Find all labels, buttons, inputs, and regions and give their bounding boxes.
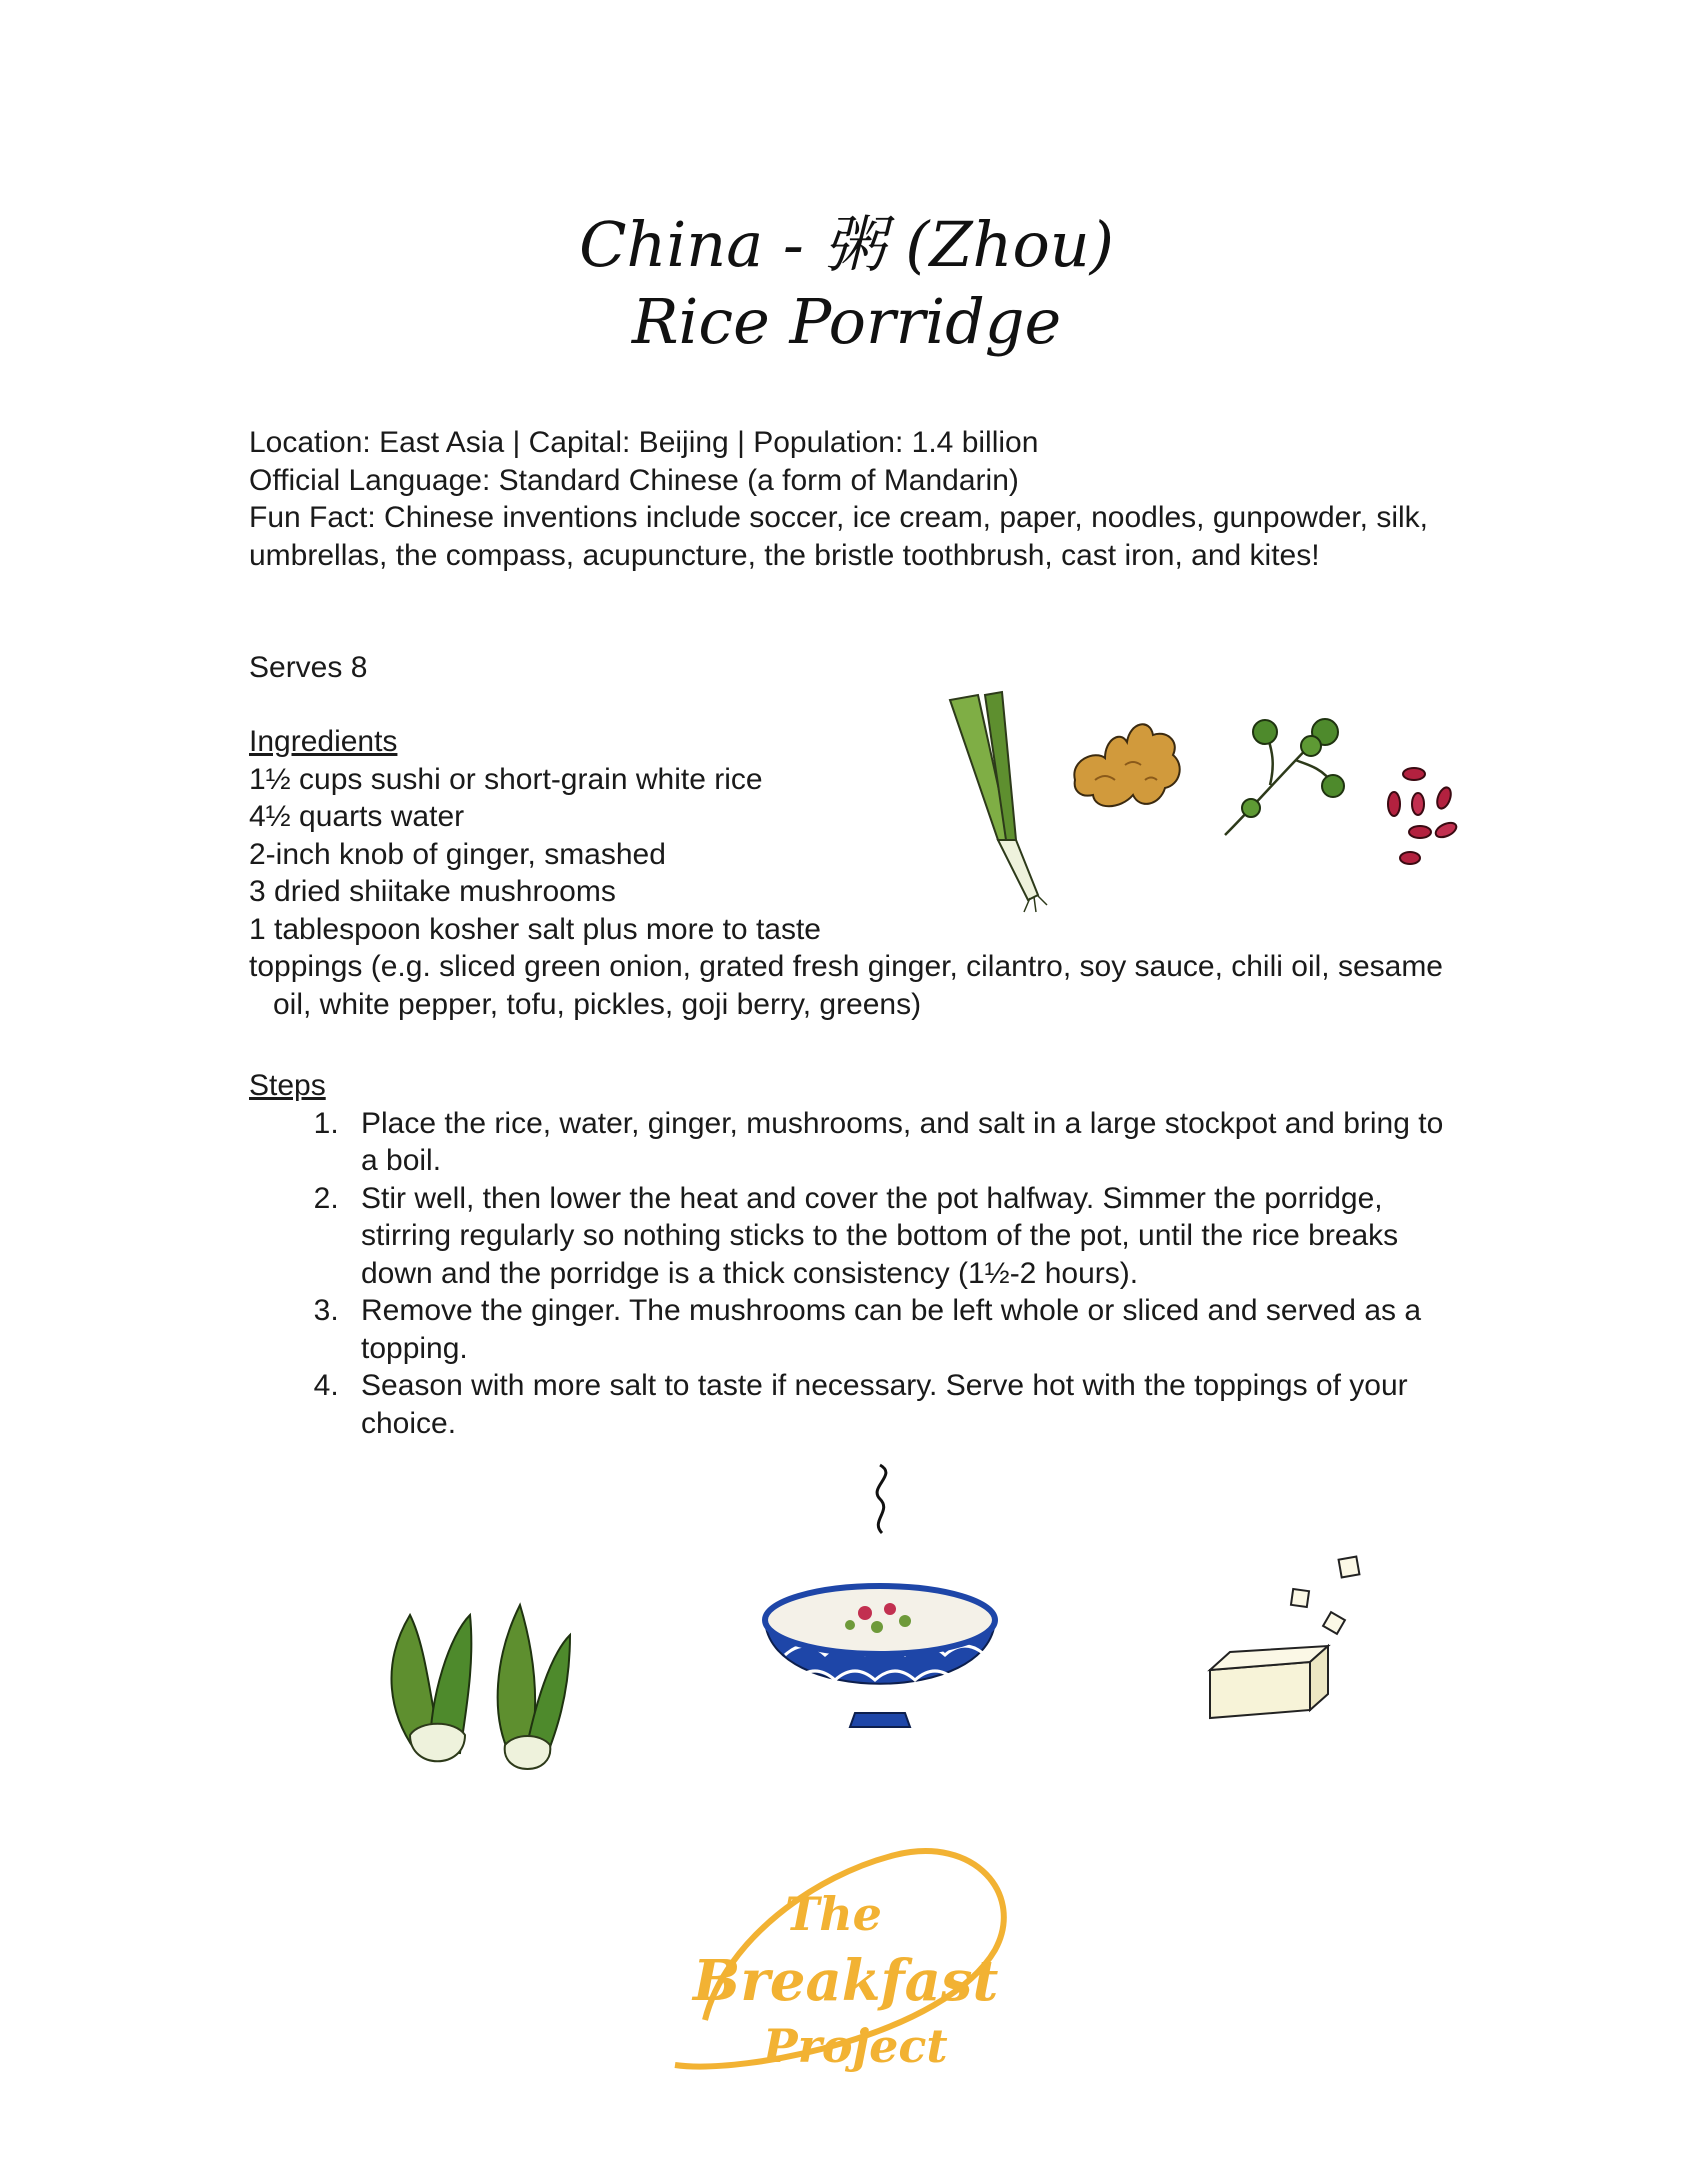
steps-heading: Steps <box>249 1069 326 1102</box>
steps-list <box>249 1105 1459 1443</box>
breakfast-project-logo <box>645 1830 1035 2100</box>
language-line: Official Language: Standard Chinese (a form of Mandarin) <box>249 463 1019 497</box>
page-title: China - 粥 (Zhou) <box>579 208 1114 281</box>
step-item: 2. Stir well, then lower the heat and cover the pot halfway. Simmer the porridge, stirring regularly so nothing sticks to the bottom of the pot, until the rice breaks down and the porridge is a thick consistency (1½-2 hours). <box>347 1180 1459 1293</box>
ingredient-item: 2-inch knob of ginger, smashed <box>249 837 666 871</box>
bok-choy-icon <box>370 1555 580 1780</box>
cilantro-icon <box>1215 710 1345 840</box>
ginger-icon <box>1065 710 1195 820</box>
ingredients-heading: Ingredients <box>249 725 398 758</box>
step-item: 3. Remove the ginger. The mushrooms can be left whole or sliced and served as a topping. <box>347 1292 1459 1367</box>
ingredient-item: 1 tablespoon kosher salt plus more to taste <box>249 912 821 946</box>
page-subtitle: Rice Porridge <box>631 285 1062 358</box>
goji-berry-icon <box>1380 760 1470 870</box>
ingredient-item: toppings (e.g. sliced green onion, grated fresh ginger, cilantro, soy sauce, chili oil, sesame oil, white pepper, tofu, pickles, goji berry, greens) <box>249 950 1443 1021</box>
logo-text: Breakfast <box>693 1948 999 2014</box>
logo-text: The <box>785 1887 882 1941</box>
ingredient-item: 4½ quarts water <box>249 800 465 833</box>
ingredient-item: 1½ cups sushi or short-grain white rice <box>249 762 763 796</box>
steps-section <box>249 1067 1459 1442</box>
fun-fact-line: umbrellas, the compass, acupuncture, the bristle toothbrush, cast iron, and kites! <box>249 538 1320 572</box>
green-onion-icon <box>940 690 1070 920</box>
step-item: 4. Season with more salt to taste if necessary. Serve hot with the toppings of your choice. <box>347 1367 1459 1442</box>
ingredient-item: 3 dried shiitake mushrooms <box>249 875 616 908</box>
location-line: Location: East Asia | Capital: Beijing | Population: 1.4 billion <box>249 426 1039 459</box>
country-info <box>249 424 1489 574</box>
step-item: 1. Place the rice, water, ginger, mushrooms, and salt in a large stockpot and bring to a boil. <box>347 1105 1459 1180</box>
porridge-bowl-icon <box>755 1455 1005 1740</box>
serves-text: Serves 8 <box>249 651 368 684</box>
fun-fact-line: Fun Fact: Chinese inventions include soccer, ice cream, paper, noodles, gunpowder, silk, <box>249 501 1428 534</box>
tofu-icon <box>1200 1550 1400 1730</box>
logo-text: Project <box>763 2019 948 2073</box>
